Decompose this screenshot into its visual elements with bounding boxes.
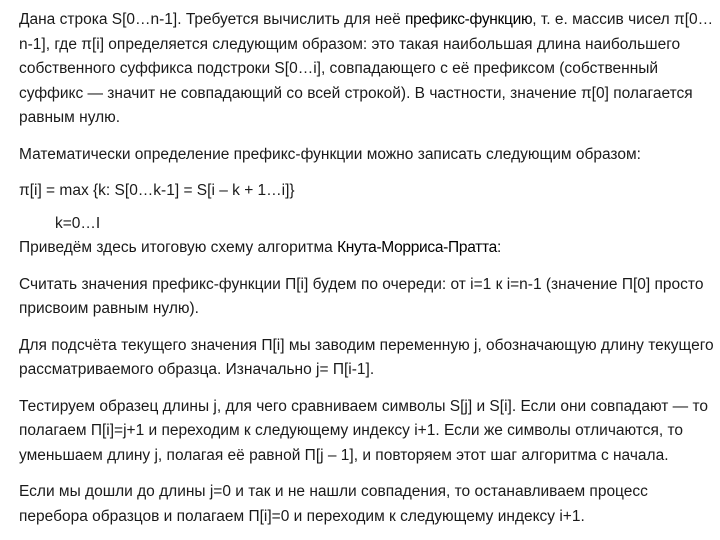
algorithm-intro-paragraph (19, 236, 714, 261)
intro-text-start: Дана строка S[0…n-1]. Требуется вычислить для неё (19, 11, 406, 28)
step-2-paragraph: Для подсчёта текущего значения П[i] мы заводим переменную j, обозначающую длину текущего рассматриваемого образца. Изначально j= П[i-1]. (19, 336, 714, 378)
formula-subscript: k=0…I (55, 214, 101, 232)
algorithm-intro-text: Приведём здесь итоговую схему алгоритма (19, 239, 338, 256)
prefix-function-term: префикс-функцию (405, 11, 533, 28)
step-3-paragraph: Тестируем образец длины j, для чего сравниваем символы S[j] и S[i]. Если они совпадают — то полагаем П[i]=j+1 и переходим к следующему индексу i+1. Если же символы отличаются, то уменьшаем длину j, полагая её равной П[j – 1], и повторяем этот шаг алгоритма с начала. (19, 397, 709, 464)
kmp-term: Кнута-Морриса-Пратта (337, 239, 497, 256)
step-1-paragraph: Считать значения префикс-функции П[i] будем по очереди: от i=1 к i=n-1 (значение П[0] просто присвоим равным нулю). (19, 275, 704, 317)
step-4-paragraph: Если мы дошли до длины j=0 и так и не нашли совпадения, то останавливаем процесс перебора образцов и полагаем П[i]=0 и переходим к следующему индексу i+1. (19, 483, 648, 525)
intro-paragraph (19, 8, 714, 131)
algorithm-intro-colon: : (496, 239, 502, 256)
intro-text-end: , т. е. массив чисел π[0…n-1], где π[i] определяется следующим образом: это такая наибольшая длина наибольшего собственного суффикса подстроки S[0…i], совпадающего с её префиксом (собственный суффикс — значит не совпадающий со всей строкой). В частности, значение π[0] полагается равным нулю. (19, 11, 714, 126)
document-page (19, 8, 714, 529)
formula: π[i] = max {k: S[0…k-1] = S[i – k + 1…i]} (19, 182, 295, 199)
math-definition-paragraph: Математически определение префикс-функции можно записать следующим образом: (19, 145, 641, 163)
